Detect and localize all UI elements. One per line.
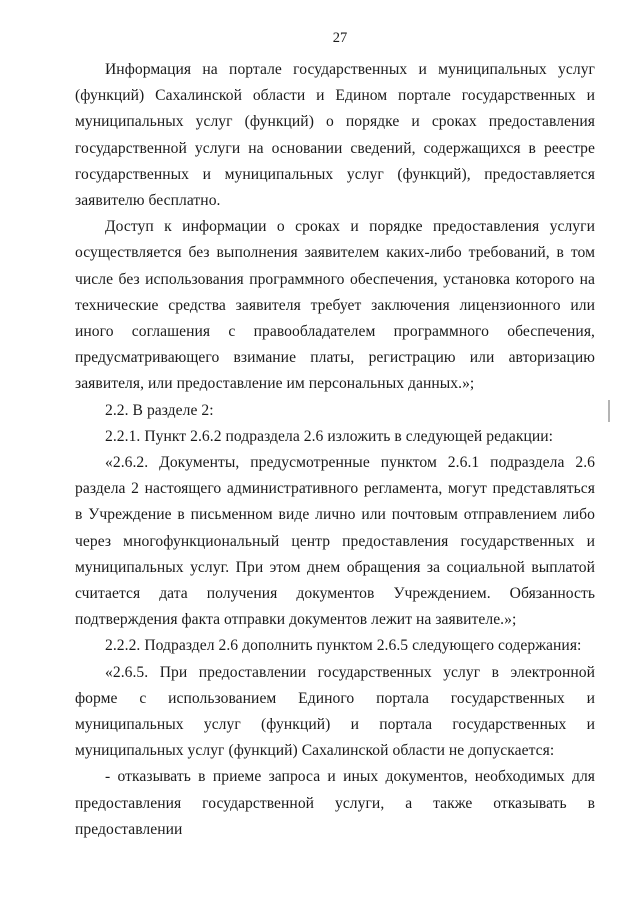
paragraph-section-2-2: 2.2. В разделе 2: (105, 401, 214, 419)
paragraph-item-2-6-2: «2.6.2. Документы, предусмотренные пунктом 2.6.1 подраздела 2.6 раздела 2 настоящего административного регламента, могут представляться в Учреждение в письменном виде лично или почтовым отправлением либо через многофункциональный центр предоставления государственных и муниципальных услуг. При этом днем обращения за социальной выплатой считается дата получения документов Учреждением. Обязанность подтверждения факта отправки документов лежит на заявителе.»; (75, 454, 595, 629)
paragraph-item-2-2-1: 2.2.1. Пункт 2.6.2 подраздела 2.6 изложить в следующей редакции: (105, 427, 554, 445)
paragraph-item-2-6-5: «2.6.5. При предоставлении государственных услуг в электронной форме с использованием Единого портала государственных и муниципальных услуг (функций) и портала государственных и муниципальных услуг (функций) Сахалинской области не допускается: (75, 663, 595, 760)
paragraph-access-info: Доступ к информации о сроках и порядке предоставления услуги осуществляется без выполнения заявителем каких-либо требований, в том числе без использования программного обеспечения, установка которого на технические средства заявителя требует заключения лицензионного или иного соглашения с правообладателем программного обеспечения, предусматривающего взимание платы, регистрацию или авторизацию заявителя, или предоставление им персональных данных.»; (75, 218, 595, 393)
paragraph-portal-info: Информация на портале государственных и муниципальных услуг (функций) Сахалинской области и Едином портале государственных и муниципальных услуг (функций) о порядке и сроках предоставления государственной услуги на основании сведений, содержащихся в реестре государственных и муниципальных услуг (функций), предоставляется заявителю бесплатно. (75, 61, 595, 210)
page-number: 27 (332, 30, 348, 46)
paragraph-item-2-2-2: 2.2.2. Подраздел 2.6 дополнить пунктом 2.6.5 следующего содержания: (105, 637, 582, 655)
scan-edge-mark (608, 400, 610, 422)
paragraph-refusal-clause: - отказывать в приеме запроса и иных документов, необходимых для предоставления государственной услуги, а также отказывать в предоставлении (75, 768, 595, 838)
